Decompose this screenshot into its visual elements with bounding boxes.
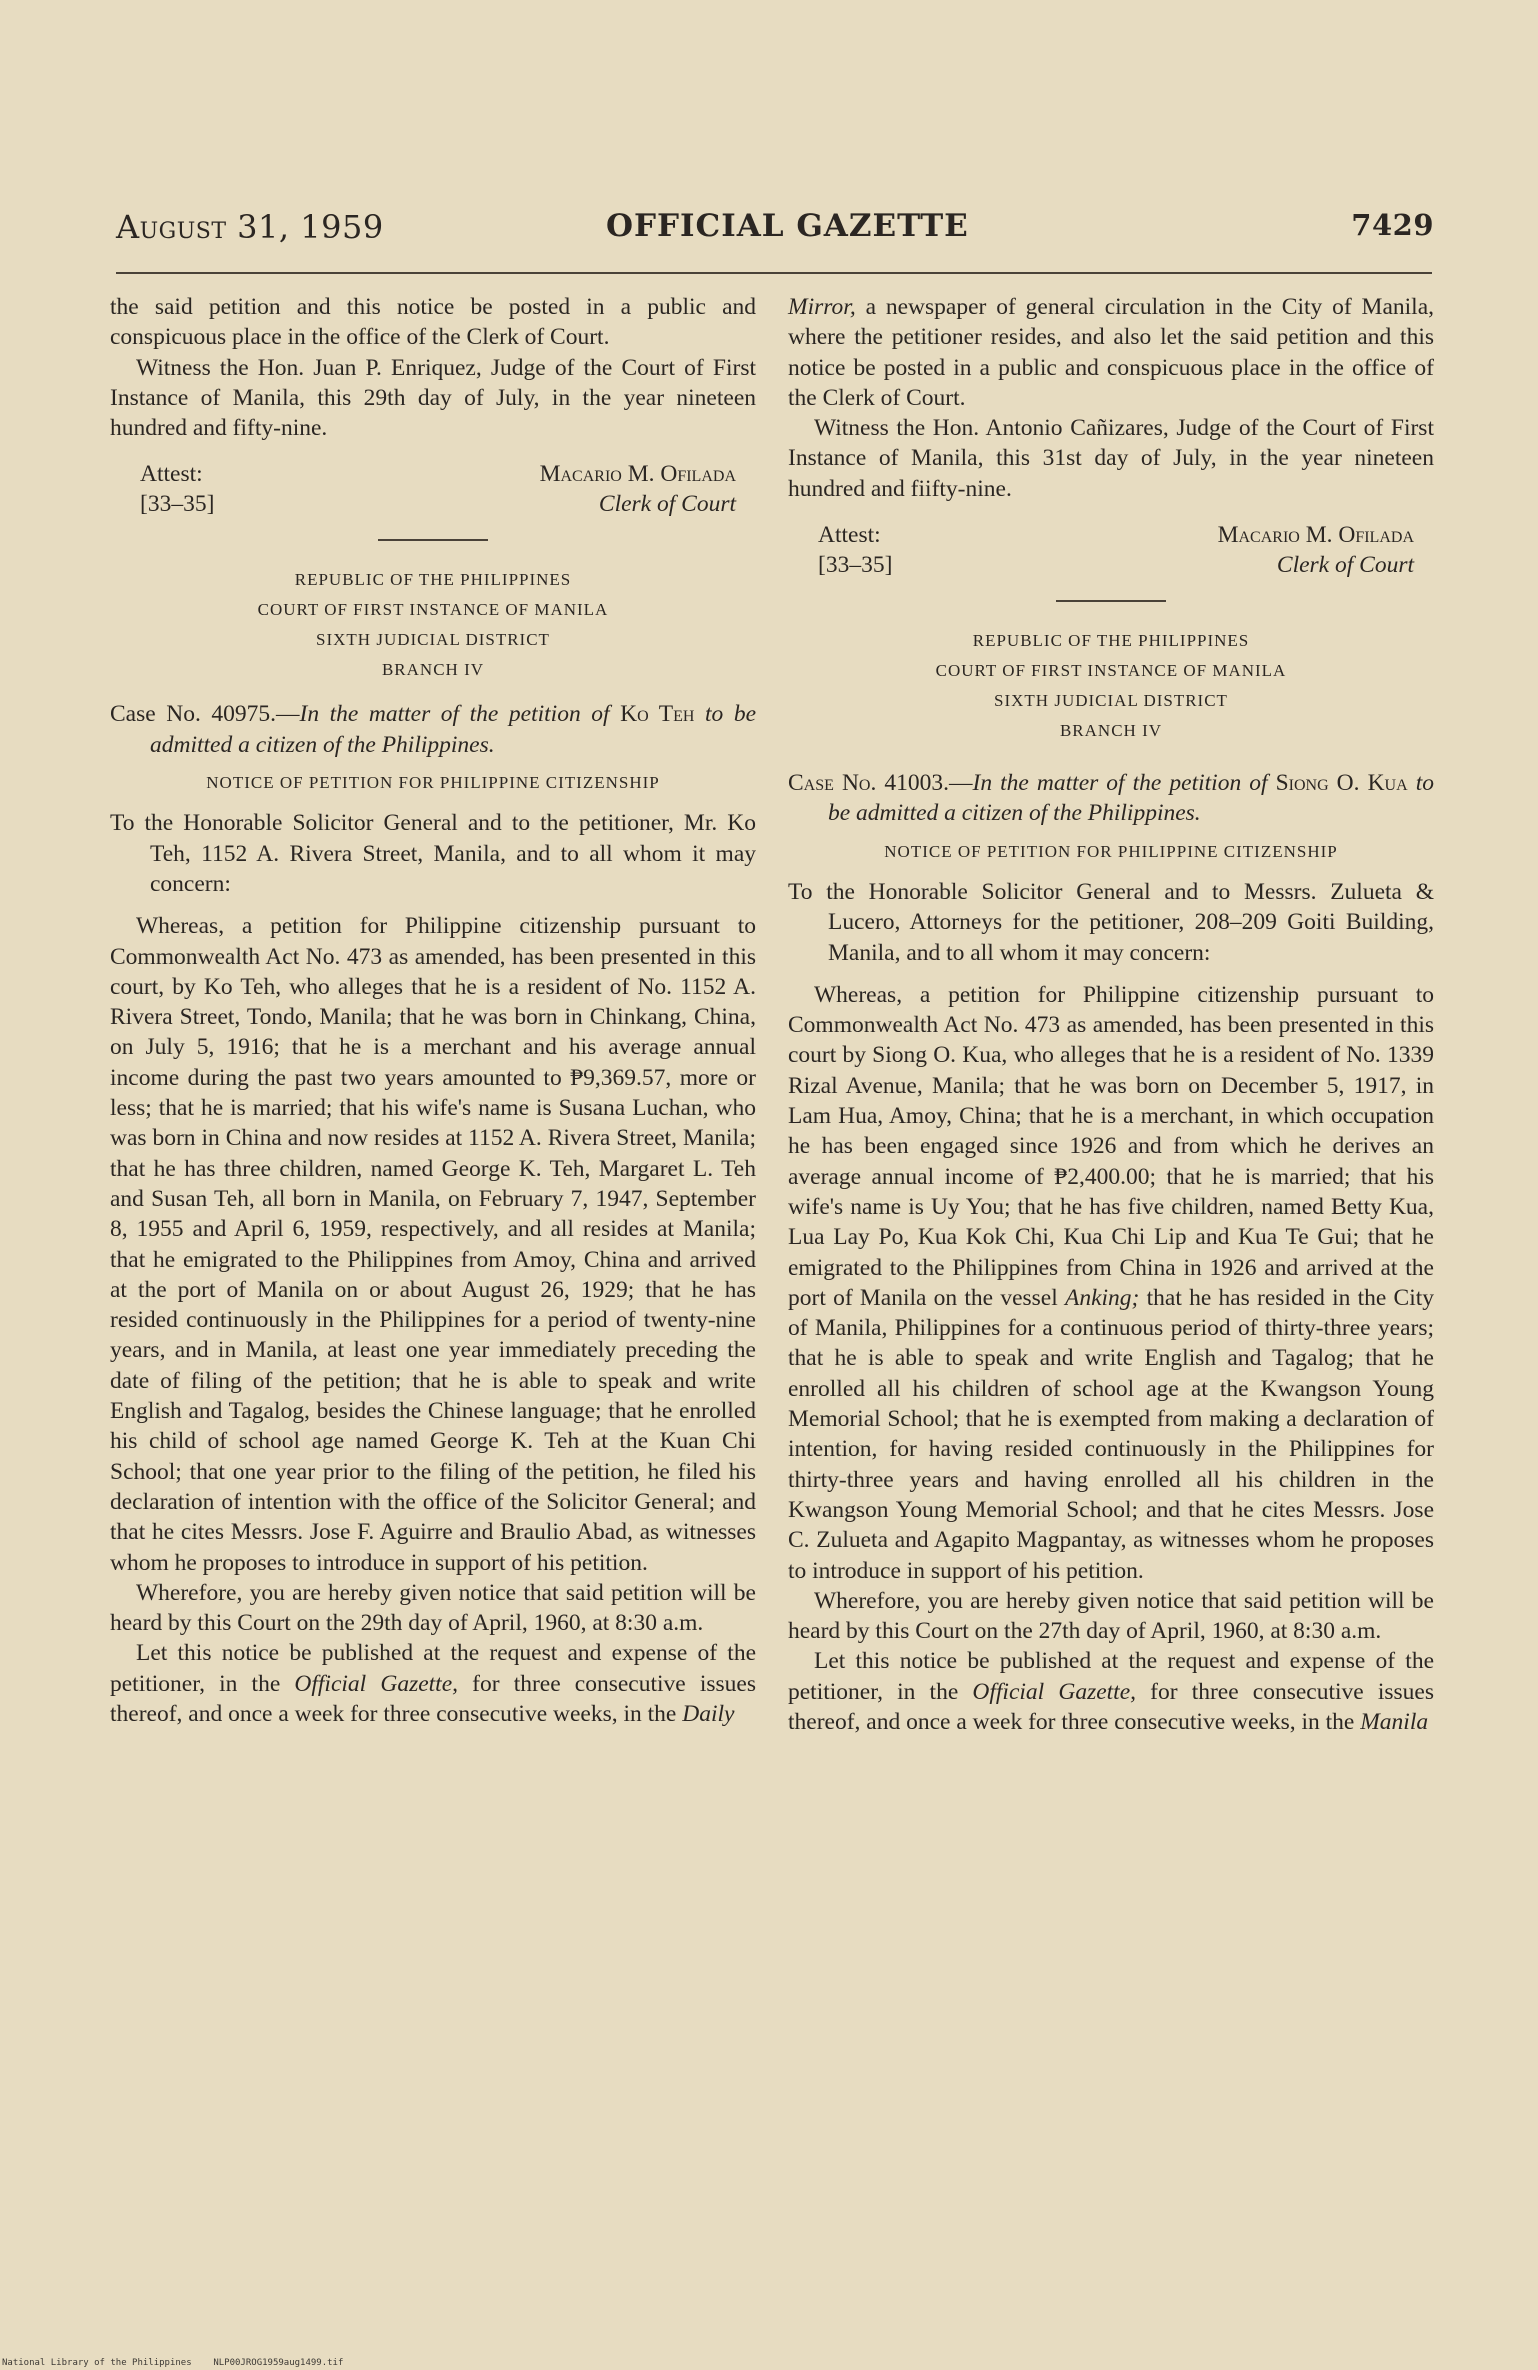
scan-footer [2,2358,343,2368]
right-heading-line: BRANCH IV [1059,721,1163,741]
right-carryover-text: a newspaper of general circulation in the City of Manila, where the petitioner resides, and also let the said petition and this notice be posted in a public and conspicuous place in the office of the Clerk of Court. [788,294,1435,411]
left-attest-label: Attest: [140,461,203,488]
left-publish-text-2: for three consecutive issues thereof, and once a week for three consecutive weeks, in the [110,1670,757,1727]
right-attest-ref: [33–35] [818,552,893,579]
right-case-italic-2: to be admitted a citizen of the Philippines. [828,770,1434,827]
right-case-title [788,768,1434,829]
right-publish-italic: Official Gazette, [972,1678,1137,1705]
right-carryover-italic: Mirror, [788,294,856,320]
left-witness: Witness the Hon. Juan P. Enriquez, Judge of the Court of First Instance of Manila, this 29th day of July, in the year nineteen hundred and fifty-nine. [110,354,756,442]
left-signer-name: Macario M. Ofilada [539,461,736,488]
header-title: OFFICIAL GAZETTE [606,208,969,244]
left-court-heading [110,565,756,685]
right-case-name: Siong O. Kua [1275,770,1408,797]
right-attest-label: Attest: [818,522,881,549]
left-column [110,292,756,1729]
footer-file: NLP00JROG1959aug1499.tif [213,2358,344,2368]
right-publish-italic-2: Manila [1360,1708,1429,1735]
right-court-heading [788,626,1434,746]
header-date: August 31, 1959 [116,208,384,246]
right-publish-text: Let this notice be published at the request and expense of the petitioner, in the [788,1648,1434,1705]
page-number: 7429 [1351,208,1434,242]
right-publish [788,1646,1434,1737]
right-witness: Witness the Hon. Antonio Cañizares, Judge of the Court of First Instance of Manila, this 31st day of July, in the year nineteen hundred and fiifty-nine. [788,415,1434,502]
left-case-number: Case No. 40975.— [110,701,300,728]
right-wherefore: Wherefore, you are hereby given notice that said petition will be heard by this Court on the 27th day of April, 1960, at 8:30 a.m. [788,1587,1434,1645]
right-divider [1056,600,1166,602]
left-carryover: the said petition and this notice be posted in a public and conspicuous place in the office of the Clerk of Court. [110,294,756,351]
left-heading-line: SIXTH JUDICIAL DISTRICT [316,630,550,650]
right-whereas [788,980,1434,1586]
left-signer-title: Clerk of Court [598,491,736,518]
right-whereas-text: Whereas, a petition for Philippine citizenship pursuant to Commonwealth Act No. 473 as amended, has been presented in this court by Siong O. Kua, who alleges that he is a resident of No. 1339 Rizal Avenue, Manila; that he was born on December 5, 1917, in Lam Hua, Amoy, China; that he is a merchant, in which occupation he has been engaged since 1926 and from which he derives an average annual income of ₱2,400.00; that he is married; that his wife's name is Uy You; that he has five children, named Betty Kua, Lua Lay Po, Kua Kok Chi, Kua Chi Lip and Kua Te Gui; that he emigrated to the Philippines from China in 1926 and arrived at the port of Manila on the vessel [788,981,1434,1311]
left-publish [110,1638,756,1729]
right-whereas-text-2: that he has resided in the City of Manila, Philippines for a continuous period of thirty-three years; that he is able to speak and write English and Tagalog; that he enrolled all his children of school age at the Kwangson Young Memorial School; that he is exempted from making a declaration of intention, for having resided continuously in the Philippines for thirty-three years and having enrolled all his children in the Kwangson Young Memorial School; and that he cites Messrs. Jose C. Zulueta and Agapito Magpantay, as witnesses whom he proposes to introduce in support of his petition. [788,1284,1435,1584]
right-vessel-name: Anking; [1064,1284,1140,1311]
left-case-name: Ko Teh [620,701,695,728]
right-carryover [788,292,1434,413]
left-publish-text: Let this notice be published at the request and expense of the petitioner, in the [110,1640,756,1697]
right-heading-line: REPUBLIC OF THE PHILIPPINES [972,631,1250,651]
left-heading-line: REPUBLIC OF THE PHILIPPINES [294,570,572,590]
right-signer-title: Clerk of Court [1276,552,1414,579]
right-publish-text-2: for three consecutive issues thereof, and once a week for three consecutive weeks, in the [788,1678,1435,1735]
right-column [788,292,1434,1737]
right-case-italic: In the matter of the petition of [972,770,1268,797]
left-heading-line: BRANCH IV [381,660,485,680]
right-signer-name: Macario M. Ofilada [1217,522,1414,549]
left-attest-block [110,459,756,519]
right-attest-block [788,520,1434,580]
right-addressee: To the Honorable Solicitor General and to Messrs. Zulueta & Lucero, Attorneys for the petitioner, 208–209 Goiti Building, Manila, and to all whom it may concern: [788,878,1434,966]
footer-library: National Library of the Philippines [2,2358,192,2368]
left-case-title [110,699,756,760]
left-attest-ref: [33–35] [140,491,215,518]
left-publish-italic-2: Daily [682,1700,735,1727]
left-heading-line: COURT OF FIRST INSTANCE OF MANILA [257,600,609,620]
right-notice-title: NOTICE OF PETITION FOR PHILIPPINE CITIZENSHIP [884,841,1338,861]
right-heading-line: SIXTH JUDICIAL DISTRICT [994,691,1228,711]
left-case-italic: In the matter of the petition of [299,701,610,728]
header-rule [116,272,1432,274]
left-publish-italic: Official Gazette, [294,1670,459,1697]
right-heading-line: COURT OF FIRST INSTANCE OF MANILA [935,661,1287,681]
left-case-italic-2: to be admitted a citizen of the Philippines. [150,701,757,758]
left-notice-title: NOTICE OF PETITION FOR PHILIPPINE CITIZENSHIP [206,773,660,793]
left-divider [378,539,488,541]
left-addressee: To the Honorable Solicitor General and to the petitioner, Mr. Ko Teh, 1152 A. Rivera Street, Manila, and to all whom it may concern: [110,810,756,897]
left-wherefore: Wherefore, you are hereby given notice that said petition will be heard by this Court on the 29th day of April, 1960, at 8:30 a.m. [110,1579,756,1637]
left-whereas: Whereas, a petition for Philippine citizenship pursuant to Commonwealth Act No. 473 as amended, has been presented in this court, by Ko Teh, who alleges that he is a resident of No. 1152 A. Rivera Street, Tondo, Manila; that he was born in Chinkang, China, on July 5, 1916; that he is a merchant and his average annual income during the past two years amounted to ₱9,369.57, more or less; that he is married; that his wife's name is Susana Luchan, who was born in China and now resides at 1152 A. Rivera Street, Manila; that he has three children, named George K. Teh, Margaret L. Teh and Susan Teh, all born in Manila, on February 7, 1947, September 8, 1955 and April 6, 1959, respectively, and all resides at Manila; that he emigrated to the Philippines from Amoy, China and arrived at the port of Manila on or about August 26, 1929; that he has resided continuously in the Philippines for a period of twenty-nine years, and in Manila, at least one year immediately preceding the date of filing of the petition; that he is able to speak and write English and Tagalog, besides the Chinese language; that he enrolled his child of school age named George K. Teh at the Kuan Chi School; that one year prior to the filing of the petition, he filed his declaration of intention with the office of the Solicitor General; and that he cites Messrs. Jose F. Aguirre and Braulio Abad, as witnesses whom he proposes to introduce in support of his petition. [110,913,756,1576]
right-case-number: Case No. 41003.— [788,770,973,797]
